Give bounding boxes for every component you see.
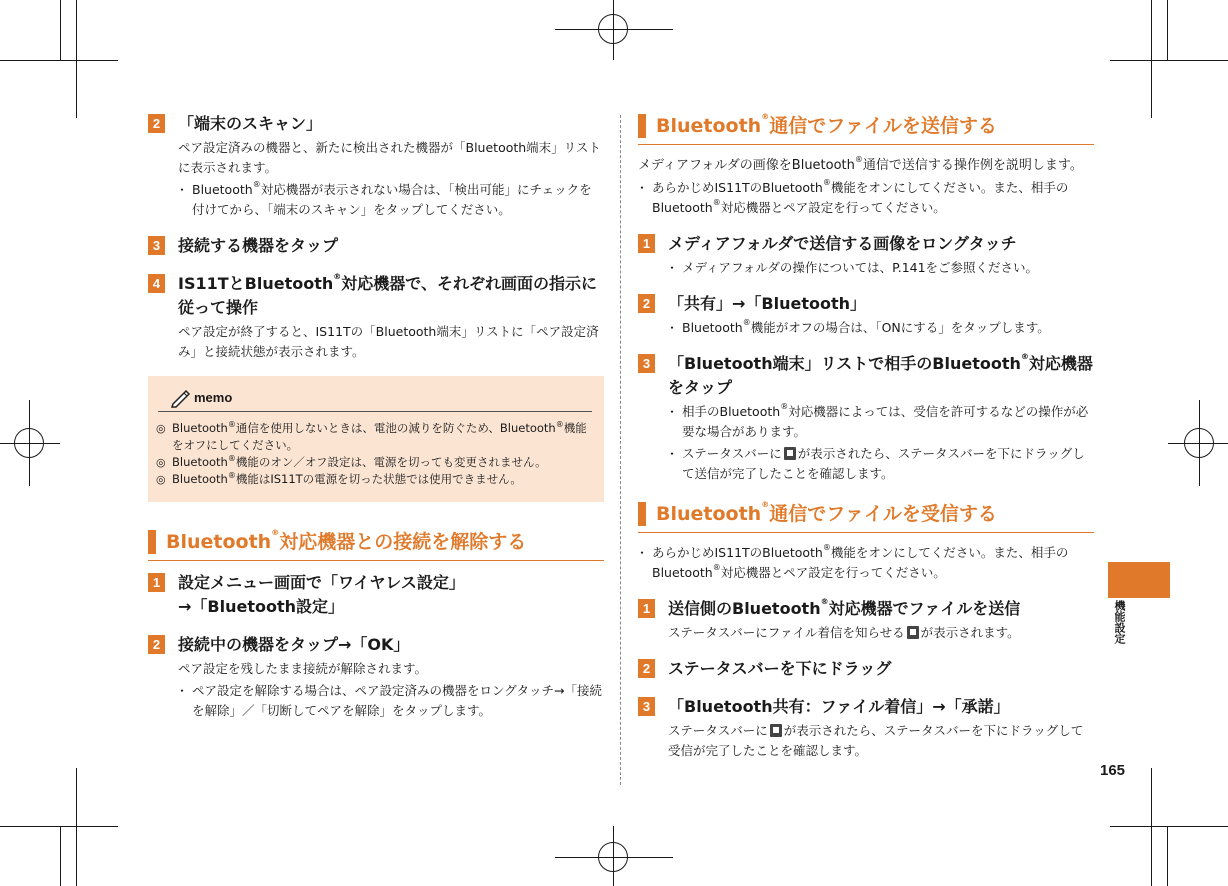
step-2-tap-connected	[148, 633, 604, 721]
step-description: ステータスバーにファイル着信を知らせる が表示されます。	[668, 625, 1020, 640]
step-title: 送信側のBluetooth®対応機器でファイルを送信	[668, 597, 1021, 618]
step-number: 3	[638, 354, 655, 373]
crop-mark	[1167, 826, 1168, 886]
step-number: 1	[638, 599, 655, 618]
crop-mark	[1110, 826, 1228, 827]
crop-mark	[1110, 60, 1228, 61]
step-title: 接続する機器をタップ	[178, 236, 339, 255]
crop-mark	[0, 443, 60, 444]
heading-bar	[638, 502, 646, 526]
file-incoming-icon	[907, 626, 919, 639]
step-title: 「Bluetooth端末」リストで相手のBluetooth®対応機器をタップ	[668, 352, 1093, 397]
step-title: メディアフォルダで送信する画像をロングタッチ	[668, 234, 1017, 253]
step-number: 2	[148, 114, 165, 133]
page-number: 165	[1100, 762, 1126, 779]
step-title: 「Bluetooth共有：ファイル着信」→「承諾」	[668, 697, 1010, 716]
crop-mark	[555, 857, 673, 858]
memo-item: ◎ Bluetooth®機能のオン／オフ設定は、電源を切っても変更されません。	[158, 454, 592, 471]
step-1-send-file	[638, 597, 1094, 643]
step-number: 4	[148, 274, 165, 293]
step-description: ペア設定を残したまま接続が解除されます。	[178, 661, 428, 676]
step-number: 2	[638, 659, 655, 678]
crop-mark	[60, 0, 61, 60]
crop-mark	[60, 826, 61, 886]
step-2-scan	[148, 112, 604, 220]
crop-mark	[0, 826, 118, 827]
chapter-label: 機能設定	[1113, 600, 1126, 644]
step-number: 1	[148, 573, 165, 592]
step-title: 接続中の機器をタップ→「OK」	[178, 635, 410, 654]
step-2-share	[638, 292, 1094, 338]
pencil-icon	[170, 386, 192, 408]
chapter-tab	[1108, 562, 1170, 598]
step-title: ステータスバーを下にドラッグ	[668, 659, 892, 678]
step-2-drag-statusbar	[638, 657, 1094, 681]
step-number: 2	[638, 294, 655, 313]
step-description: ペア設定が終了すると、IS11Tの「Bluetooth端末」リストに「ペア設定済み」と接続状態が表示されます。	[178, 324, 599, 359]
memo-item: ◎ Bluetooth®機能はIS11Tの電源を切った状態では使用できません。	[158, 471, 592, 488]
crop-mark	[76, 768, 77, 886]
crop-mark	[1168, 443, 1228, 444]
crop-mark	[29, 400, 30, 486]
crop-mark	[555, 29, 673, 30]
crop-mark	[613, 826, 614, 886]
step-description: ペア設定済みの機器と、新たに検出された機器が「Bluetooth端末」リストに表示されます。	[178, 140, 601, 175]
left-column	[148, 112, 604, 735]
step-3-select-device	[638, 352, 1094, 484]
upload-status-icon	[784, 447, 796, 460]
step-title: 「共有」→「Bluetooth」	[668, 294, 867, 313]
crop-mark	[613, 0, 614, 60]
bullet-note: ・ Bluetooth®機能がオフの場合は、「ONにする」をタップします。	[668, 318, 1094, 338]
step-3-accept	[638, 695, 1094, 761]
bullet-note: ・ 相手のBluetooth®対応機器によっては、受信を許可するなどの操作が必要な場合があります。	[668, 402, 1094, 442]
step-title: 「端末のスキャン」	[178, 114, 323, 133]
crop-mark	[0, 60, 118, 61]
heading-bar	[148, 530, 156, 554]
step-1-settings-menu	[148, 571, 604, 619]
column-divider	[620, 115, 621, 785]
section-heading-disconnect: Bluetooth®対応機器との接続を解除する	[148, 528, 604, 561]
bullet-note: ・ ペア設定を解除する場合は、ペア設定済みの機器をロングタッチ→「接続を解除」／「切断してペアを解除」をタップします。	[178, 681, 604, 721]
step-title: 設定メニュー画面で「ワイヤレス設定」	[178, 573, 465, 592]
intro-text: メディアフォルダの画像をBluetooth®通信で送信する操作例を説明します。	[638, 155, 1083, 173]
crop-mark	[76, 0, 77, 118]
step-4-follow-instructions	[148, 272, 604, 362]
step-3-tap-device	[148, 234, 604, 258]
bullet-note: ・ ステータスバーに が表示されたら、ステータスバーを下にドラッグして送信が完了したことを確認します。	[668, 444, 1094, 484]
memo-label: memo	[194, 390, 233, 405]
step-title: →「Bluetooth設定」	[178, 597, 345, 616]
download-status-icon	[770, 724, 782, 737]
step-description: ステータスバーに が表示されたら、ステータスバーを下にドラッグして受信が完了したことを確認します。	[668, 723, 1084, 758]
crop-mark	[1167, 0, 1168, 60]
bullet-note: ・ あらかじめIS11TのBluetooth®機能をオンにしてください。また、相手のBluetooth®対応機器とペア設定を行ってください。	[638, 178, 1094, 218]
step-number: 3	[638, 697, 655, 716]
memo-header	[158, 384, 592, 412]
step-number: 2	[148, 635, 165, 654]
bullet-note: ・ Bluetooth®対応機器が表示されない場合は、「検出可能」にチェックを付けてから、「端末のスキャン」をタップしてください。	[178, 180, 604, 220]
heading-bar	[638, 114, 646, 138]
section-heading-send: Bluetooth®通信でファイルを送信する	[638, 112, 1094, 145]
step-title: IS11TとBluetooth®対応機器で、それぞれ画面の指示に従って操作	[178, 272, 597, 317]
step-number: 3	[148, 236, 165, 255]
memo-item: ◎ Bluetooth®通信を使用しないときは、電池の減りを防ぐため、Bluetooth®機能をオフにしてください。	[158, 420, 592, 454]
memo-box	[148, 376, 604, 502]
crop-mark	[1151, 0, 1152, 118]
right-column	[638, 112, 1094, 775]
crop-mark	[1199, 400, 1200, 486]
bullet-note: ・ あらかじめIS11TのBluetooth®機能をオンにしてください。また、相手のBluetooth®対応機器とペア設定を行ってください。	[638, 543, 1094, 583]
step-1-long-touch	[638, 232, 1094, 278]
step-number: 1	[638, 234, 655, 253]
bullet-note: ・ メディアフォルダの操作については、P.141をご参照ください。	[668, 258, 1094, 278]
section-heading-receive: Bluetooth®通信でファイルを受信する	[638, 500, 1094, 533]
crop-mark	[1151, 768, 1152, 886]
